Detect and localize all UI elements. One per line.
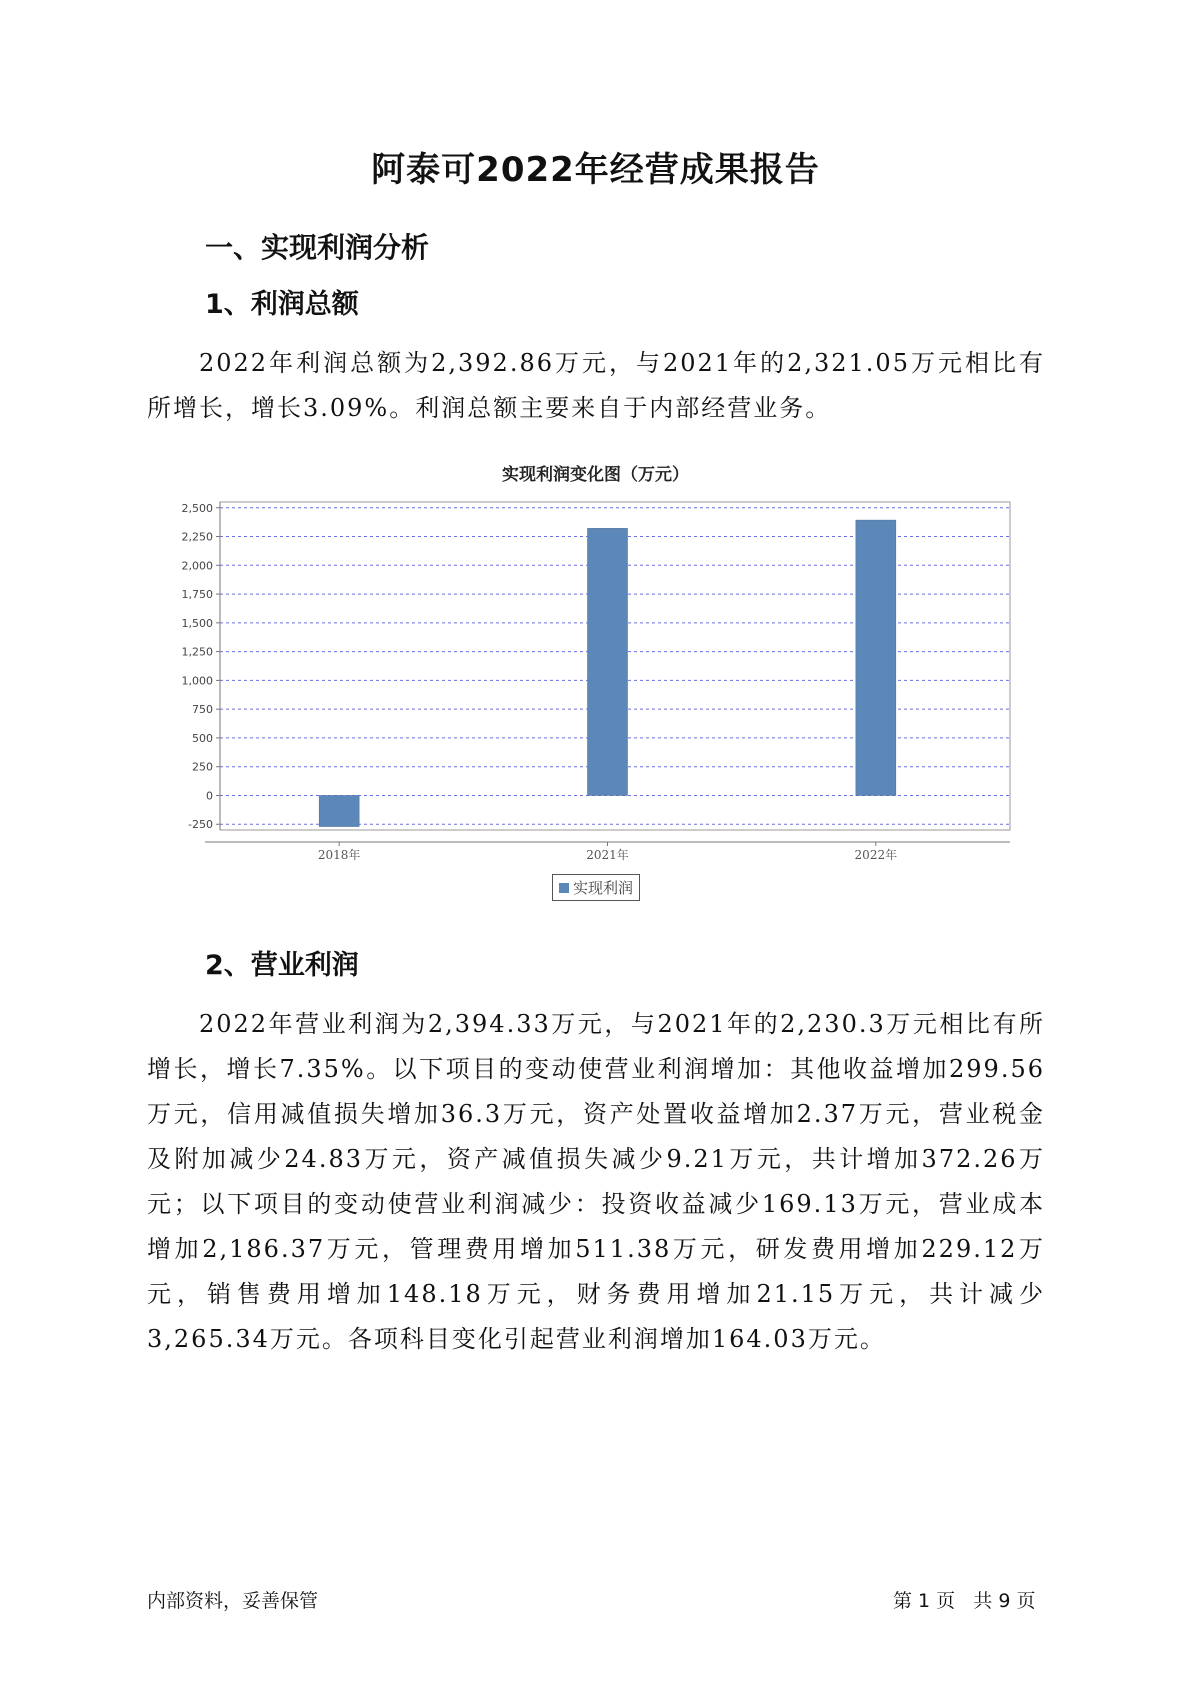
y-tick-label: 2,000 [181, 559, 213, 573]
y-tick-label: 2,250 [181, 530, 213, 544]
y-tick-label: 750 [192, 703, 213, 717]
y-tick-label: 1,500 [181, 616, 213, 630]
x-tick-label: 2022年 [854, 848, 898, 862]
y-tick-label: 500 [192, 731, 213, 745]
chart-title: 实现利润变化图（万元） [502, 465, 689, 485]
y-tick-label: -250 [188, 818, 213, 832]
y-tick-label: 1,000 [181, 674, 213, 688]
legend-swatch-icon [559, 883, 569, 893]
total-profit-paragraph: 2022年利润总额为2,392.86万元，与2021年的2,321.05万元相比有所增长，增长3.09%。利润总额主要来自于内部经营业务。 [147, 349, 1045, 422]
subheading-operating-profit: 2、营业利润 [205, 950, 359, 981]
y-tick-label: 2,500 [181, 501, 213, 515]
x-tick-label: 2021年 [586, 848, 629, 862]
y-tick-label: 250 [192, 760, 213, 774]
bar [319, 795, 359, 826]
chart-legend [552, 874, 640, 901]
subheading-total-profit: 1、利润总额 [205, 289, 359, 320]
y-tick-label: 1,250 [181, 645, 213, 659]
legend-label: 实现利润 [573, 879, 634, 897]
footer-page-number: 第 1 页 共 9 页 [893, 1590, 1036, 1612]
x-tick-label: 2018年 [317, 848, 361, 862]
report-title: 阿泰可2022年经营成果报告 [371, 150, 820, 190]
profit-bar-chart [150, 490, 1030, 870]
section-heading-profit-analysis: 一、实现利润分析 [205, 231, 430, 264]
bar [856, 520, 896, 795]
operating-profit-paragraph: 2022年营业利润为2,394.33万元，与2021年的2,230.3万元相比有所增长，增长7.35%。以下项目的变动使营业利润增加：其他收益增加299.56万元，信用减值损失增加36.3万元，资产处置收益增加2.37万元，营业税金及附加减少24.83万元，资产减值损失减少9.21万元，共计增加372.26万元；以下项目的变动使营业利润减少：投资收益减少169.13万元，营业成本增加2,186.37万元，管理费用增加511.38万元，研发费用增加229.12万元，销售费用增加148.18万元，财务费用增加21.15万元，共计减少3,265.34万元。各项科目变化引起营业利润增加164.03万元。 [147, 1010, 1045, 1353]
y-tick-label: 1,750 [181, 588, 213, 602]
footer-confidential-note: 内部资料，妥善保管 [147, 1590, 319, 1612]
bar [588, 528, 628, 795]
y-tick-label: 0 [206, 789, 213, 803]
